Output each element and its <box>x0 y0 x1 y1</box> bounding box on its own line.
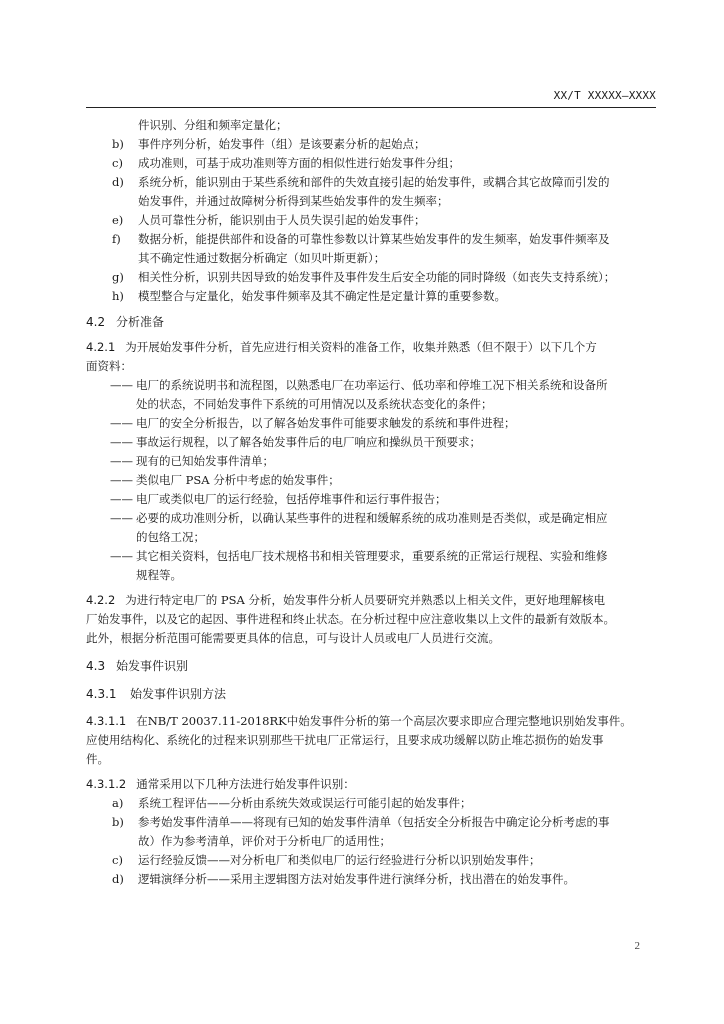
dash-marker: —— <box>110 492 133 506</box>
clause-number: 4.3.1.1 <box>86 714 127 728</box>
dash-marker: —— <box>110 473 133 487</box>
dash-item <box>86 452 658 471</box>
paragraph-4-3-1-2 <box>86 775 658 794</box>
list-marker: f) <box>112 232 121 246</box>
paragraph-text: 件。 <box>86 752 109 766</box>
list-item-text: 运行经验反馈——对分析电厂和类似电厂的运行经验进行分析以识别始发事件； <box>138 853 541 867</box>
list-marker: g) <box>112 270 124 284</box>
page-body <box>86 116 658 889</box>
dash-item-text: 其它相关资料，包括电厂技术规格书和相关管理要求，重要系统的正常运行规程、实验和维修 <box>136 549 608 563</box>
dash-marker: —— <box>110 435 133 449</box>
dash-item-text: 电厂的系统说明书和流程图，以熟悉电厂在功率运行、低功率和停堆工况下相关系统和设备所 <box>136 378 608 392</box>
section-title: 始发事件识别 <box>116 659 189 673</box>
paragraph-text: 面资料： <box>86 359 132 373</box>
list-item <box>86 870 658 889</box>
list-item-text: 成功准则，可基于成功准则等方面的相似性进行始发事件分组； <box>138 156 460 170</box>
dash-item-text: 电厂的安全分析报告，以了解各始发事件可能要求触发的系统和事件进程； <box>136 416 516 430</box>
section-number: 4.3.1 <box>86 687 117 701</box>
section-heading-4-3 <box>86 656 658 676</box>
section-heading-4-3-1 <box>86 684 658 704</box>
dash-item-text: 类似电厂 PSA 分析中考虑的始发事件； <box>136 473 340 487</box>
dash-item <box>86 547 658 585</box>
list-marker: c) <box>112 156 123 170</box>
page-number: 2 <box>634 940 640 952</box>
list-continuation: 件识别、分组和频率定量化； <box>138 118 288 132</box>
list-marker: h) <box>112 289 124 303</box>
dash-item-text: 事故运行规程，以了解各始发事件后的电厂响应和操纵员干预要求； <box>136 435 481 449</box>
list-item-text: 人员可靠性分析，能识别由于人员失误引起的始发事件； <box>138 213 426 227</box>
header-divider <box>86 107 656 108</box>
dash-marker: —— <box>110 416 133 430</box>
dash-item <box>86 414 658 433</box>
list-item-text: 逻辑演绎分析——采用主逻辑图方法对始发事件进行演绎分析，找出潜在的始发事件。 <box>138 872 575 886</box>
list-item-text: 参考始发事件清单——将现有已知的始发事件清单（包括安全分析报告中确定论分析考虑的事 <box>138 815 610 829</box>
list-item <box>86 135 658 154</box>
section-number: 4.3 <box>86 659 106 673</box>
list-marker: d) <box>112 872 124 886</box>
list-item-text: 系统分析，能识别由于某些系统和部件的失效直接引起的始发事件，或耦合其它故障而引发的 <box>138 175 610 189</box>
clause-number: 4.2.1 <box>86 340 116 354</box>
section-title: 分析准备 <box>116 315 165 329</box>
dash-item <box>86 490 658 509</box>
list-marker: a) <box>112 796 124 810</box>
dash-item <box>86 471 658 490</box>
dash-item-text: 必要的成功准则分析，以确认某些事件的进程和缓解系统的成功准则是否类似，或是确定相应 <box>136 511 608 525</box>
paragraph-text: 为进行特定电厂的 PSA 分析，始发事件分析人员要研究并熟悉以上相关文件，更好地理解核电 <box>125 593 605 607</box>
list-item <box>86 230 658 268</box>
paragraph-text: 应使用结构化、系统化的过程来识别那些干扰电厂正常运行，且要求成功缓解以防止堆芯损伤的始发事 <box>86 733 604 747</box>
list-item <box>86 211 658 230</box>
section-title: 始发事件识别方法 <box>130 687 227 701</box>
paragraph-text: 为开展始发事件分析，首先应进行相关资料的准备工作，收集并熟悉（但不限于）以下几个方 <box>125 340 597 354</box>
dash-marker: —— <box>110 549 133 563</box>
clause-number: 4.3.1.2 <box>86 777 127 791</box>
section-number: 4.2 <box>86 315 106 329</box>
list-item-text: 事件序列分析，始发事件（组）是该要素分析的起始点； <box>138 137 426 151</box>
dash-item <box>86 433 658 452</box>
paragraph-text: 此外，根据分析范围可能需要更具体的信息，可与设计人员或电厂人员进行交流。 <box>86 631 500 645</box>
list-item <box>86 154 658 173</box>
dash-item <box>86 376 658 414</box>
list-item <box>86 794 658 813</box>
paragraph-4-2-1 <box>86 338 658 376</box>
document-code: XX/T XXXXX—XXXX <box>553 89 656 102</box>
dash-item-text: 规程等。 <box>136 568 182 582</box>
dash-marker: —— <box>110 511 133 525</box>
list-marker: b) <box>112 815 124 829</box>
paragraph-text: 厂始发事件，以及它的起因、事件进程和终止状态。在分析过程中应注意收集以上文件的最新有效版本。 <box>86 612 615 626</box>
list-item-text: 系统工程评估——分析由系统失效或误运行可能引起的始发事件； <box>138 796 472 810</box>
list-item-text: 其不确定性通过数据分析确定（如贝叶斯更新）； <box>138 251 386 265</box>
clause-number: 4.2.2 <box>86 593 116 607</box>
paragraph-4-3-1-1 <box>86 712 658 769</box>
list-item <box>86 287 658 306</box>
list-item <box>86 173 658 211</box>
list-marker: d) <box>112 175 124 189</box>
paragraph-4-2-2 <box>86 591 658 648</box>
list-item <box>86 268 658 287</box>
list-item <box>86 851 658 870</box>
list-item-text: 模型整合与定量化，始发事件频率及其不确定性是定量计算的重要参数。 <box>138 289 506 303</box>
paragraph-text: 通常采用以下几种方法进行始发事件识别： <box>136 777 355 791</box>
dash-item-text: 处的状态，不同始发事件下系统的可用情况以及系统状态变化的条件； <box>136 397 493 411</box>
list-item-text: 数据分析，能提供部件和设备的可靠性参数以计算某些始发事件的发生频率，始发事件频率及 <box>138 232 610 246</box>
dash-marker: —— <box>110 454 133 468</box>
list-item <box>86 813 658 851</box>
list-item-text: 相关性分析，识别共因导致的始发事件及事件发生后安全功能的同时降级（如丧失支持系统）； <box>138 270 616 284</box>
section-heading-4-2 <box>86 312 658 332</box>
list-item-text: 始发事件，并通过故障树分析得到某些始发事件的发生频率； <box>138 194 449 208</box>
list-marker: e) <box>112 213 124 227</box>
paragraph-text: 在NB/T 20037.11-2018RK中始发事件分析的第一个高层次要求即应合理完整地识别始发事件。 <box>136 714 632 728</box>
dash-item-text: 现有的已知始发事件清单； <box>136 454 274 468</box>
dash-item-text: 的包络工况； <box>136 530 205 544</box>
list-marker: c) <box>112 853 123 867</box>
dash-item <box>86 509 658 547</box>
dash-marker: —— <box>110 378 133 392</box>
dash-item-text: 电厂或类似电厂的运行经验，包括停堆事件和运行事件报告； <box>136 492 447 506</box>
list-marker: b) <box>112 137 124 151</box>
list-item-text: 故）作为参考清单，评价对于分析电厂的适用性； <box>138 834 391 848</box>
